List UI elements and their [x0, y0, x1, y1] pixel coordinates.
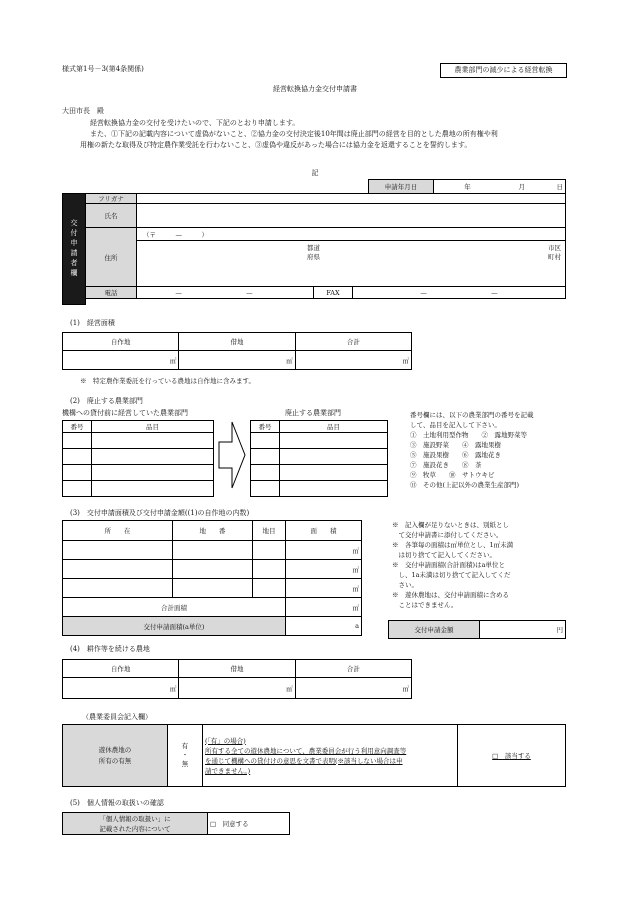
section-1-heading: (1) 経営面積	[70, 319, 115, 327]
phone-label: 電話	[86, 287, 137, 299]
s2-left-title: 機構への貸付前に経営していた農業部門	[62, 409, 188, 417]
committee-heading: （農業委員会記入欄）	[82, 713, 152, 721]
s3-a-unit: a	[343, 617, 362, 636]
phone-dash-2: —	[246, 288, 253, 297]
address-input[interactable]	[137, 228, 566, 287]
form-number: 様式第1号－3(第4条関係)	[62, 65, 144, 73]
committee-label-line: 遊休農地の	[98, 745, 132, 754]
s3-note: ※ 記入欄が足りないときは、別紙とし	[392, 521, 509, 529]
s2-right-col-no: 番号	[251, 421, 280, 433]
s3-col-lot: 地 番	[173, 521, 253, 541]
s2-list-item: ① 土地利用型作物 ② 露地野菜等	[410, 431, 527, 439]
fax-dash-1: —	[420, 288, 427, 297]
date-label: 申請年月日	[369, 180, 434, 194]
s2-left-no-input[interactable]	[63, 449, 92, 465]
s3-category-input[interactable]	[253, 541, 286, 560]
s2-right-item-input[interactable]	[280, 465, 388, 481]
s5-agree-cell[interactable]	[208, 813, 290, 835]
s3-location-input[interactable]	[63, 579, 173, 598]
applicant-side-label: 交付申請者欄	[63, 194, 86, 305]
s2-list-item: ⑦ 施設花き ⑧ 茶	[410, 461, 482, 469]
month-field[interactable]: 月	[489, 180, 543, 194]
postal-code: （〒 — ）	[143, 231, 208, 239]
section-3-table	[62, 520, 362, 636]
furigana-input[interactable]	[137, 194, 566, 204]
fax-input[interactable]	[353, 287, 566, 299]
s2-left-col-no: 番号	[63, 421, 92, 433]
yes-no-selector[interactable]	[168, 725, 203, 787]
s4-unit: ㎡	[390, 678, 412, 699]
s3-area-input[interactable]	[286, 560, 344, 579]
s3-note: は切り捨てて記入してください。	[392, 551, 496, 559]
s3-note: ※ 遊休農地は、交付申請面積に含める	[392, 591, 509, 599]
todofu-label: 都道	[307, 244, 320, 252]
intro-line-2: また、①下記の記載内容について虚偽がないこと、②協力金の交付決定後10年間は廃止部門の経営を目的とした農地の所有権や利	[90, 130, 498, 138]
s4-col-rented: 借地	[179, 660, 295, 678]
committee-check[interactable]	[458, 725, 566, 787]
s2-left-item-input[interactable]	[92, 433, 214, 449]
phone-input[interactable]	[137, 287, 292, 299]
s2-list-item: ⑨ 牧草 ⑩ サトウキビ	[410, 471, 495, 479]
s4-col-total: 合計	[295, 660, 411, 678]
yes-option[interactable]: 有	[181, 742, 189, 750]
fuken-label: 府県	[307, 253, 320, 261]
s4-col-owned: 自作地	[63, 660, 179, 678]
committee-label-line: 所有の有無	[98, 756, 132, 765]
s5-label-line: 「個人情報の取扱い」に	[99, 814, 171, 823]
page-title: 経営転換協力金交付申請書	[273, 85, 357, 93]
s3-note: ※ 交付申請面積(合計面積)はa単位と	[392, 561, 505, 569]
s1-rented-input[interactable]	[179, 351, 274, 370]
s3-lot-input[interactable]	[173, 560, 253, 579]
s3-notes	[392, 520, 567, 610]
s3-apply-area-input[interactable]	[286, 617, 344, 636]
s1-total-input[interactable]	[295, 351, 390, 370]
s1-col-total: 合計	[295, 333, 411, 351]
committee-cond: (「有」の場合)	[205, 736, 246, 745]
s2-left-no-input[interactable]	[63, 433, 92, 449]
furigana-label: フリガナ	[86, 194, 137, 204]
committee-desc-line: を通じて機構への貸付けの意思を文書で表明(※該当しない場合は申	[205, 756, 403, 765]
s2-left-item-input[interactable]	[92, 481, 214, 497]
s2-list-item: ⑤ 施設果樹 ⑥ 露地花き	[410, 451, 501, 459]
yen-unit: 円	[556, 626, 563, 634]
day-field[interactable]: 日	[543, 180, 566, 194]
s3-location-input[interactable]	[63, 560, 173, 579]
separator-dot: ・	[181, 751, 189, 759]
section-3-heading: (3) 交付申請面積及び交付申請金額((1)の自作地の内数)	[70, 509, 250, 517]
s2-right-no-input[interactable]	[251, 481, 280, 497]
committee-desc-line: 請できません。)	[205, 766, 251, 775]
s1-owned-input[interactable]	[63, 351, 158, 370]
s2-left-no-input[interactable]	[63, 481, 92, 497]
s3-note: さい。	[392, 581, 418, 589]
s3-category-input[interactable]	[253, 560, 286, 579]
s3-amount-input[interactable]	[480, 621, 566, 639]
s2-list-item: ⑪ その他(上記以外の農業生産部門)	[410, 481, 520, 489]
s2-left-col-item: 品目	[92, 421, 214, 433]
s2-info-line: 番号欄には、以下の農業部門の番号を記載	[410, 411, 534, 419]
s3-col-category: 地目	[253, 521, 286, 541]
s1-unit: ㎡	[157, 351, 179, 370]
s2-right-item-input[interactable]	[280, 449, 388, 465]
fax-dash-2: —	[491, 288, 498, 297]
s3-area-input[interactable]	[286, 541, 344, 560]
section-5-heading: (5) 個人情報の取扱いの確認	[70, 799, 164, 807]
s2-left-no-input[interactable]	[63, 465, 92, 481]
s1-unit: ㎡	[390, 351, 412, 370]
s1-col-owned: 自作地	[63, 333, 179, 351]
intro-line-3: 用権の新たな取得及び特定農作業受託を行わないこと、③虚偽や違反があった場合には協力金を返還することを誓約します。	[80, 141, 472, 149]
s4-unit: ㎡	[157, 678, 179, 699]
s3-note: て交付申請書に添付してください。	[392, 531, 503, 539]
s3-area-input[interactable]	[286, 579, 344, 598]
s3-unit: ㎡	[343, 560, 362, 579]
s3-total-input[interactable]	[286, 598, 344, 617]
s4-total-input[interactable]	[295, 678, 390, 699]
section-5-table	[62, 812, 290, 835]
name-input[interactable]	[137, 204, 566, 228]
section-2-heading: (2) 廃止する農業部門	[70, 397, 143, 405]
s3-note: ※ 各筆毎の面積は㎡単位とし、1㎡未満	[392, 541, 514, 549]
s1-unit: ㎡	[273, 351, 295, 370]
type-box: 農業部門の減少による経営転換	[440, 63, 567, 78]
s3-lot-input[interactable]	[173, 541, 253, 560]
s2-right-no-input[interactable]	[251, 433, 280, 449]
applicant-table	[62, 193, 566, 305]
s3-note: し、1a未満は切り捨てて記入してくだ	[392, 571, 511, 579]
no-option[interactable]: 無	[181, 760, 189, 768]
agree-checkbox[interactable]: □ 同意する	[210, 820, 249, 828]
s5-label	[63, 813, 208, 835]
phone-dash-1: —	[175, 288, 182, 297]
s3-location-input[interactable]	[63, 541, 173, 560]
section-4-heading: (4) 耕作等を続ける農地	[70, 645, 150, 653]
s3-unit: ㎡	[343, 579, 362, 598]
s3-note: ことはできません。	[392, 601, 458, 609]
s3-col-area: 面 積	[286, 521, 362, 541]
shiku-label: 市区	[548, 244, 561, 252]
s4-unit: ㎡	[273, 678, 295, 699]
committee-label	[63, 725, 168, 787]
addressee: 大田市長 殿	[62, 107, 104, 115]
s3-lot-input[interactable]	[173, 579, 253, 598]
committee-desc-line: 所有する全ての遊休農地について、農業委員会が行う利用意向調査等	[205, 746, 407, 755]
committee-table	[62, 724, 566, 787]
applicable-checkbox[interactable]: □ 該当する	[492, 752, 531, 760]
date-table	[368, 179, 566, 194]
s3-category-input[interactable]	[253, 579, 286, 598]
ki-label: 記	[311, 169, 319, 177]
s2-right-item-input[interactable]	[280, 433, 388, 449]
s2-right-table	[250, 420, 388, 497]
committee-desc	[203, 725, 458, 787]
s3-total-label: 合計面積	[63, 598, 286, 617]
s2-right-item-input[interactable]	[280, 481, 388, 497]
s2-info-line: して、品目を記入して下さい。	[410, 421, 501, 429]
s1-note: ※ 特定農作業委託を行っている農地は自作地に含みます。	[80, 377, 255, 385]
s2-list-item: ③ 施設野菜 ④ 露地果樹	[410, 441, 501, 449]
section-1-table	[62, 332, 412, 370]
s3-unit: ㎡	[343, 598, 362, 617]
s3-col-location: 所 在	[63, 521, 173, 541]
name-label: 氏名	[86, 204, 137, 228]
address-label: 住所	[86, 228, 137, 287]
s2-right-no-input[interactable]	[251, 449, 280, 465]
intro-line-1: 経営転換協力金の交付を受けたいので、下記のとおり申請します。	[90, 119, 300, 127]
s2-info	[410, 410, 570, 490]
s2-right-col-item: 品目	[280, 421, 388, 433]
s2-left-item-input[interactable]	[92, 449, 214, 465]
s2-right-no-input[interactable]	[251, 465, 280, 481]
s2-right-title: 廃止する農業部門	[285, 409, 341, 417]
s3-apply-area-label: 交付申請面積(a単位)	[63, 617, 286, 636]
s3-amount-label: 交付申請金額	[389, 621, 480, 639]
arrow-right-icon	[218, 420, 246, 490]
section-4-table	[62, 659, 412, 699]
s2-left-table	[62, 420, 214, 497]
s3-amount-table	[388, 620, 566, 639]
s4-owned-input[interactable]	[63, 678, 158, 699]
s5-label-line: 記載された内容について	[99, 824, 171, 833]
fax-label: FAX	[314, 287, 353, 299]
s3-unit: ㎡	[343, 541, 362, 560]
chouson-label: 町村	[548, 253, 561, 261]
s4-rented-input[interactable]	[179, 678, 274, 699]
s1-col-rented: 借地	[179, 333, 295, 351]
s2-left-item-input[interactable]	[92, 465, 214, 481]
year-field[interactable]: 年	[434, 180, 489, 194]
